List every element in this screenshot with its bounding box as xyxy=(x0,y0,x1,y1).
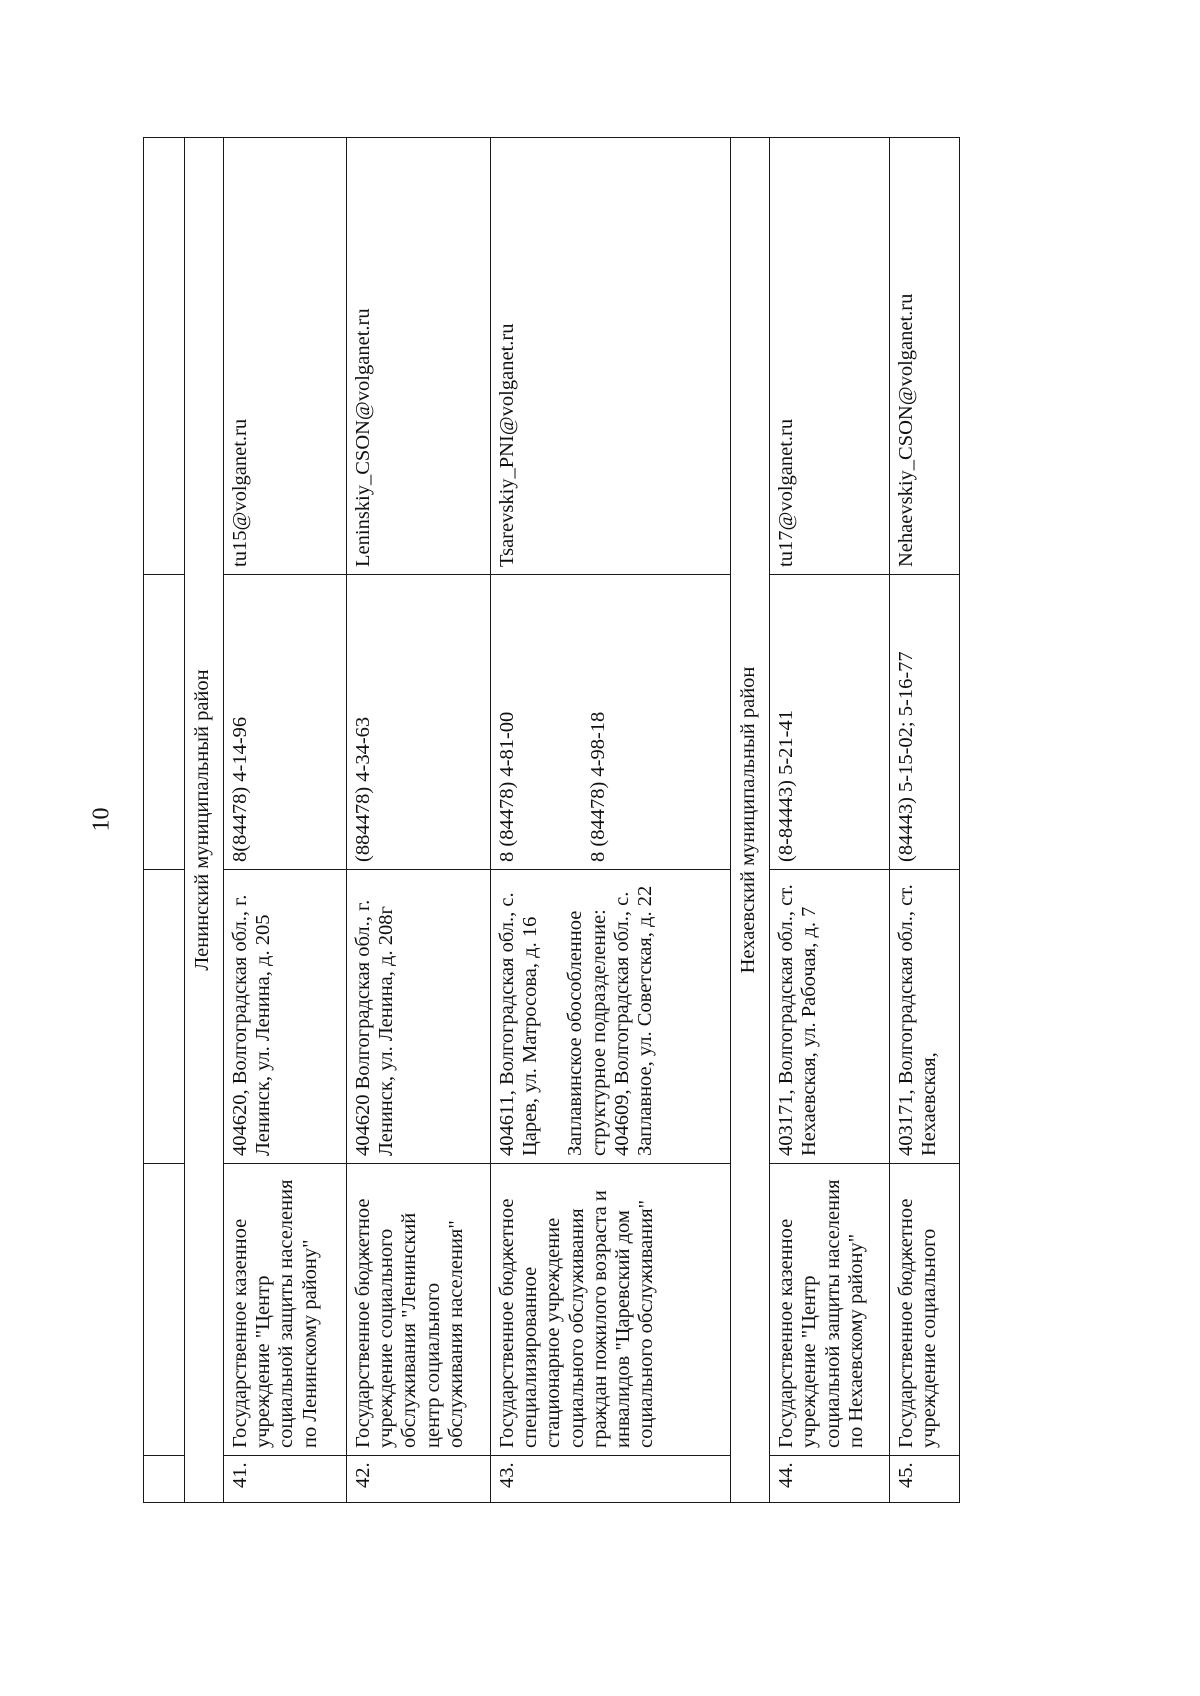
institution-address: 403171, Волгоградская обл., ст. Нехаевская, xyxy=(890,870,960,1164)
row-number: 44. xyxy=(770,1456,890,1503)
row-number: 45. xyxy=(890,1456,960,1503)
section-title: Ленинский муниципальный район xyxy=(185,138,224,1503)
institution-name: Государственное бюджетное учреждение социального xyxy=(890,1164,960,1456)
section-title: Нехаевский муниципальный район xyxy=(731,138,770,1503)
table-row xyxy=(491,138,731,1503)
institution-email: Leninskiy_CSON@volganet.ru xyxy=(347,138,491,575)
page-number: 10 xyxy=(88,807,115,832)
institution-address-cell xyxy=(491,870,731,1164)
institutions-table xyxy=(143,137,960,1503)
header-cell xyxy=(144,575,185,870)
header-cell xyxy=(144,1456,185,1503)
institution-address: 404620, Волгоградская обл., г. Ленинск, ул. Ленина, д. 205 xyxy=(224,870,347,1164)
institution-email: tu15@volganet.ru xyxy=(224,138,347,575)
table-row xyxy=(347,138,491,1503)
branch-phone: 8 (84478) 4-98-18 xyxy=(587,711,610,862)
institution-phone: (84443) 5-15-02; 5-16-77 xyxy=(890,575,960,870)
table-row xyxy=(770,138,890,1503)
institution-name: Государственное бюджетное специализированное стационарное учреждение социального обслуживания граждан пожилого возраста и инвалидов "Царевский дом социального обслуживания" xyxy=(491,1164,731,1456)
rotated-table-container xyxy=(143,138,1053,1503)
institution-name: Государственное казенное учреждение "Центр социальной защиты населения по Ленинскому району" xyxy=(224,1164,347,1456)
institution-name: Государственное бюджетное учреждение социального обслуживания "Ленинский центр социального обслуживания населения" xyxy=(347,1164,491,1456)
institution-address: 404611, Волгоградская обл., с. Царев, ул. Матросова, д. 16 xyxy=(496,892,542,1156)
institution-phone: 8 (84478) 4-81-00 xyxy=(496,711,519,862)
section-row xyxy=(731,138,770,1503)
institution-email: Nehaevskiy_CSON@volganet.ru xyxy=(890,138,960,575)
table-row xyxy=(890,138,960,1503)
row-number: 42. xyxy=(347,1456,491,1503)
branch-address: Заплавинское обособленное структурное подразделение: 404609, Волгоградская обл., с. Заплавное, ул. Советская, д. 22 xyxy=(564,885,656,1156)
institution-phone: (884478) 4-34-63 xyxy=(347,575,491,870)
institution-address: 403171, Волгоградская обл., ст. Нехаевская, ул. Рабочая, д. 7 xyxy=(770,870,890,1164)
institution-email: Tsarevskiy_PNI@volganet.ru xyxy=(491,138,731,575)
table-row xyxy=(224,138,347,1503)
header-cell xyxy=(144,138,185,575)
institution-address: 404620 Волгоградская обл., г. Ленинск, ул. Ленина, д. 208г xyxy=(347,870,491,1164)
section-row xyxy=(185,138,224,1503)
institution-email: tu17@volganet.ru xyxy=(770,138,890,575)
row-number: 43. xyxy=(491,1456,731,1503)
institution-phone-cell xyxy=(491,575,731,870)
institution-phone: 8(84478) 4-14-96 xyxy=(224,575,347,870)
row-number: 41. xyxy=(224,1456,347,1503)
table-header-row xyxy=(144,138,185,1503)
header-cell xyxy=(144,1164,185,1456)
institution-name: Государственное казенное учреждение "Центр социальной защиты населения по Нехаевскому району" xyxy=(770,1164,890,1456)
institution-phone: (8-84443) 5-21-41 xyxy=(770,575,890,870)
header-cell xyxy=(144,870,185,1164)
